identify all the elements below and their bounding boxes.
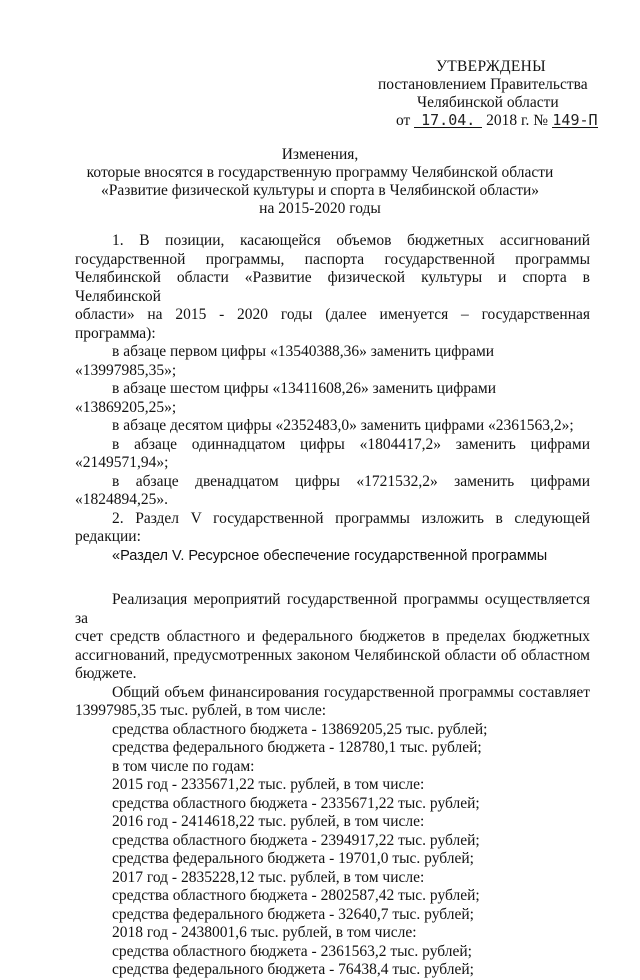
funding-list — [75, 721, 590, 980]
item2-line-1: 2. Раздел V государственной программы изложить в следующей — [112, 509, 590, 527]
title-line-3: «Развитие физической культуры и спорта в Челябинской области» — [100, 182, 540, 199]
approval-number: 149-П — [552, 111, 598, 129]
item1-sub-1: в абзаце первом цифры «13540388,36» заменить цифрами «13997985,35»; — [75, 343, 495, 379]
funding-line: средства областного бюджета - 2394917,22 тыс. рублей; — [112, 831, 480, 849]
item1-line-1: 1. В позиции, касающейся объемов бюджетных ассигнований — [112, 232, 590, 249]
title-line-2: которые вносятся в государственную программу Челябинской области — [86, 164, 554, 181]
approval-resolution: постановлением Правительства — [378, 76, 588, 93]
document-title — [0, 146, 640, 218]
section-para1-line-4: бюджете. — [75, 665, 137, 682]
item1-line-4: области» на 2015 - 2020 годы (далее именуется – государственная программа): — [75, 306, 590, 342]
funding-line: 2016 год - 2414618,22 тыс. рублей, в том числе: — [112, 813, 425, 830]
item1-sub-5: в абзаце двенадцатом цифры «1721532,2» заменить цифрами — [112, 472, 590, 490]
funding-line: средства областного бюджета - 13869205,25 тыс. рублей; — [112, 720, 488, 738]
funding-line: средства областного бюджета - 2335671,22 тыс. рублей; — [112, 794, 480, 812]
funding-line: 2018 год - 2438001,6 тыс. рублей, в том числе: — [112, 924, 417, 941]
section-para1-line-2: счет средств областного и федерального бюджетов в пределах бюджетных — [75, 628, 590, 645]
approval-block — [378, 58, 598, 130]
item1-line-2: государственной программы, паспорта государственной программы — [75, 250, 590, 268]
item1-sub-4: в абзаце одиннадцатом цифры «1804417,2» заменить цифрами — [112, 435, 590, 453]
item1-sub-2: в абзаце шестом цифры «13411608,26» заменить цифрами «13869205,25»; — [75, 380, 497, 416]
item1-line-3: Челябинской области «Развитие физической культуры и спорта в Челябинской — [75, 269, 590, 305]
approval-year: 2018 г. № — [486, 112, 549, 129]
funding-line: 2017 год - 2835228,12 тыс. рублей, в том числе: — [112, 868, 425, 886]
approval-title: УТВЕРЖДЕНЫ — [436, 58, 546, 75]
section-heading: «Раздел V. Ресурсное обеспечение государственной программы — [112, 547, 548, 564]
section-para1-line-1: Реализация мероприятий государственной программы осуществляется за — [75, 591, 590, 627]
funding-line: средства федерального бюджета - 128780,1 тыс. рублей; — [112, 739, 482, 756]
funding-line: средства областного бюджета - 2361563,2 тыс. рублей; — [112, 942, 472, 960]
funding-line: средства федерального бюджета - 32640,7 тыс. рублей; — [112, 905, 474, 923]
approval-date: 17.04. — [414, 113, 482, 128]
document-body — [75, 232, 590, 980]
approval-date-line — [396, 112, 598, 130]
approval-from-label: от — [396, 112, 411, 129]
title-line-1: Изменения, — [281, 146, 359, 163]
section-para2-line-1: Общий объем финансирования государственной программы составляет — [112, 683, 590, 701]
funding-line: средства федерального бюджета - 76438,4 тыс. рублей; — [112, 961, 474, 978]
item1-sub-5-cont: «1824894,25». — [75, 491, 168, 508]
item2-line-2: редакции: — [75, 528, 141, 545]
funding-line: средства областного бюджета - 2802587,42 тыс. рублей; — [112, 887, 480, 904]
funding-line: средства федерального бюджета - 19701,0 тыс. рублей; — [112, 850, 474, 867]
funding-line: 2015 год - 2335671,22 тыс. рублей, в том числе: — [112, 776, 425, 793]
item1-sub-3: в абзаце десятом цифры «2352483,0» заменить цифрами «2361563,2»; — [112, 417, 574, 434]
funding-line: в том числе по годам: — [112, 757, 255, 775]
title-line-4: на 2015-2020 годы — [259, 200, 381, 217]
section-para2-line-2: 13997985,35 тыс. рублей, в том числе: — [75, 702, 327, 719]
item1-sub-4-cont: «2149571,94»; — [75, 454, 169, 471]
section-para1-line-3: ассигнований, предусмотренных законом Челябинской области об областном — [75, 646, 590, 664]
approval-region: Челябинской области — [417, 94, 559, 111]
